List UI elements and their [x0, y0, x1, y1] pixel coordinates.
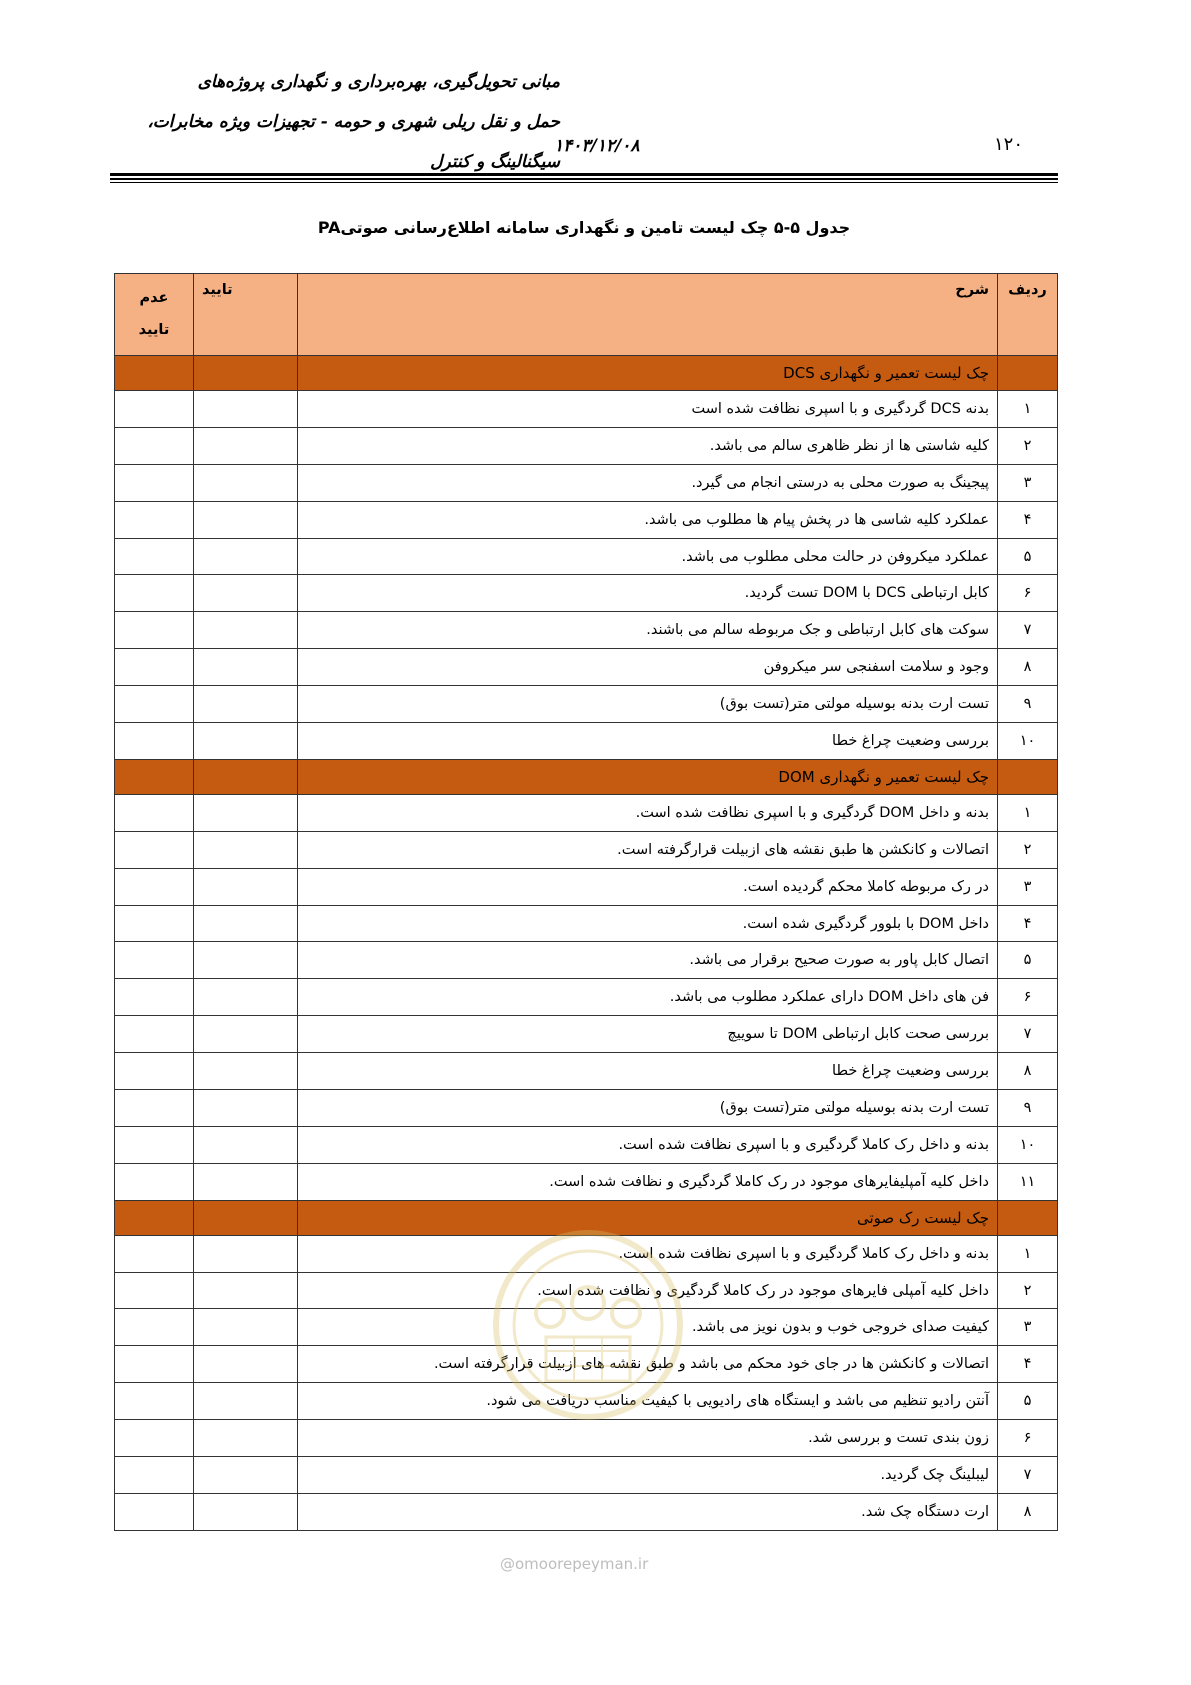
table-row: [115, 1016, 1058, 1053]
row-description: در رک مربوطه کاملا محکم گردیده است.: [298, 868, 998, 905]
row-description: بدنه و داخل رک کاملا گردگیری و با اسپری نظافت شده است.: [298, 1235, 998, 1272]
row-number: ۷: [998, 1016, 1058, 1053]
not-approve-cell[interactable]: [115, 575, 194, 612]
row-number: ۹: [998, 1090, 1058, 1127]
approve-cell[interactable]: [194, 942, 298, 979]
table-row: [115, 942, 1058, 979]
table-row: [115, 1053, 1058, 1090]
section-title: چک لیست تعمیر و نگهداری DOM: [298, 759, 998, 794]
approve-cell[interactable]: [194, 723, 298, 760]
not-approve-cell[interactable]: [115, 464, 194, 501]
not-approve-cell[interactable]: [115, 391, 194, 428]
row-number: ۱: [998, 1235, 1058, 1272]
not-approve-cell[interactable]: [115, 831, 194, 868]
table-row: [115, 391, 1058, 428]
row-description: کلیه شاستی ها از نظر ظاهری سالم می باشد.: [298, 427, 998, 464]
table-row: [115, 612, 1058, 649]
approve-cell[interactable]: [194, 831, 298, 868]
row-number: ۸: [998, 1493, 1058, 1530]
row-description: اتصالات و کانکشن ها طبق نقشه های ازبیلت قرارگرفته است.: [298, 831, 998, 868]
not-approve-cell[interactable]: [115, 686, 194, 723]
row-description: پیجینگ به صورت محلی به درستی انجام می گیرد.: [298, 464, 998, 501]
row-number: ۶: [998, 979, 1058, 1016]
row-description: کابل ارتباطی DCS با DOM تست گردید.: [298, 575, 998, 612]
row-description: عملکرد کلیه شاسی ها در پخش پیام ها مطلوب می باشد.: [298, 501, 998, 538]
row-description: اتصالات و کانکشن ها در جای خود محکم می باشد و طبق نقشه های ازبیلت قرارگرفته است.: [298, 1346, 998, 1383]
not-approve-cell[interactable]: [115, 501, 194, 538]
col-header-desc: شرح: [298, 274, 998, 356]
not-approve-cell[interactable]: [115, 723, 194, 760]
header-date: ۱۴۰۳/۱۲/۰۸: [554, 136, 640, 156]
row-description: سوکت های کابل ارتباطی و جک مربوطه سالم می باشند.: [298, 612, 998, 649]
row-description: آنتن رادیو تنظیم می باشد و ایستگاه های رادیویی با کیفیت مناسب دریافت می شود.: [298, 1383, 998, 1420]
approve-cell[interactable]: [194, 868, 298, 905]
approve-cell[interactable]: [194, 427, 298, 464]
col-header-not-approve-line1: عدم: [139, 290, 169, 306]
section-cell-nok: [115, 356, 194, 391]
approve-cell[interactable]: [194, 501, 298, 538]
approve-cell[interactable]: [194, 1126, 298, 1163]
row-description: بدنه DCS گردگیری و با اسپری نظافت شده است: [298, 391, 998, 428]
not-approve-cell[interactable]: [115, 649, 194, 686]
row-description: اتصال کابل پاور به صورت صحیح برقرار می باشد.: [298, 942, 998, 979]
row-number: ۷: [998, 1457, 1058, 1494]
approve-cell[interactable]: [194, 1016, 298, 1053]
row-number: ۳: [998, 464, 1058, 501]
page-number: ۱۲۰: [994, 134, 1024, 155]
approve-cell[interactable]: [194, 1053, 298, 1090]
section-cell-nok: [115, 759, 194, 794]
header-line-2: حمل و نقل ریلی شهری و حومه - تجهیزات ویژه مخابرات،: [147, 112, 560, 132]
row-number: ۶: [998, 575, 1058, 612]
row-description: ارت دستگاه چک شد.: [298, 1493, 998, 1530]
table-row: [115, 979, 1058, 1016]
approve-cell[interactable]: [194, 1090, 298, 1127]
table-row: [115, 427, 1058, 464]
not-approve-cell[interactable]: [115, 905, 194, 942]
section-title: چک لیست رک صوتی: [298, 1200, 998, 1235]
row-description: زون بندی تست و بررسی شد.: [298, 1420, 998, 1457]
approve-cell[interactable]: [194, 979, 298, 1016]
table-row: [115, 868, 1058, 905]
not-approve-cell[interactable]: [115, 612, 194, 649]
row-description: بررسی وضعیت چراغ خطا: [298, 723, 998, 760]
approve-cell[interactable]: [194, 1457, 298, 1494]
not-approve-cell[interactable]: [115, 1053, 194, 1090]
table-row: [115, 1126, 1058, 1163]
header-line-1: مبانی تحویل‌گیری، بهره‌برداری و نگهداری پروژه‌های: [197, 72, 560, 92]
table-row: [115, 686, 1058, 723]
not-approve-cell[interactable]: [115, 1163, 194, 1200]
section-cell-ok: [194, 759, 298, 794]
row-number: ۸: [998, 649, 1058, 686]
col-header-approve: تایید: [194, 274, 298, 356]
row-number: ۴: [998, 501, 1058, 538]
approve-cell[interactable]: [194, 1493, 298, 1530]
table-row: [115, 905, 1058, 942]
not-approve-cell[interactable]: [115, 1457, 194, 1494]
section-cell-num: [998, 759, 1058, 794]
approve-cell[interactable]: [194, 649, 298, 686]
table-title: جدول ۵-۵ چک لیست تامین و نگهداری سامانه اطلاع‌رسانی صوتیPA: [317, 218, 851, 237]
row-number: ۱۰: [998, 723, 1058, 760]
table-row: [115, 464, 1058, 501]
col-header-not-approve-line2: تایید: [138, 322, 170, 338]
approve-cell[interactable]: [194, 1346, 298, 1383]
approve-cell[interactable]: [194, 1420, 298, 1457]
not-approve-cell[interactable]: [115, 1272, 194, 1309]
approve-cell[interactable]: [194, 575, 298, 612]
row-description: بررسی وضعیت چراغ خطا: [298, 1053, 998, 1090]
section-cell-nok: [115, 1200, 194, 1235]
row-number: ۶: [998, 1420, 1058, 1457]
section-cell-num: [998, 356, 1058, 391]
not-approve-cell[interactable]: [115, 794, 194, 831]
table-row: [115, 501, 1058, 538]
row-description: وجود و سلامت اسفنجی سر میکروفن: [298, 649, 998, 686]
row-description: بررسی صحت کابل ارتباطی DOM تا سوییچ: [298, 1016, 998, 1053]
row-number: ۵: [998, 538, 1058, 575]
approve-cell[interactable]: [194, 1272, 298, 1309]
not-approve-cell[interactable]: [115, 979, 194, 1016]
section-cell-num: [998, 1200, 1058, 1235]
row-number: ۲: [998, 831, 1058, 868]
row-number: ۱۰: [998, 1126, 1058, 1163]
not-approve-cell[interactable]: [115, 538, 194, 575]
row-description: لیبلینگ چک گردید.: [298, 1457, 998, 1494]
section-header-row: [115, 356, 1058, 391]
watermark-seal-icon: [488, 1225, 688, 1425]
section-title: چک لیست تعمیر و نگهداری DCS: [298, 356, 998, 391]
approve-cell[interactable]: [194, 1309, 298, 1346]
not-approve-cell[interactable]: [115, 1493, 194, 1530]
approve-cell[interactable]: [194, 391, 298, 428]
row-number: ۹: [998, 686, 1058, 723]
table-row: [115, 1163, 1058, 1200]
table-header-row: [115, 274, 1058, 356]
not-approve-cell[interactable]: [115, 1016, 194, 1053]
approve-cell[interactable]: [194, 538, 298, 575]
table-row: [115, 649, 1058, 686]
col-header-num: ردیف: [998, 274, 1058, 356]
row-number: ۲: [998, 427, 1058, 464]
table-row: [115, 575, 1058, 612]
row-description: کیفیت صدای خروجی خوب و بدون نویز می باشد.: [298, 1309, 998, 1346]
approve-cell[interactable]: [194, 1383, 298, 1420]
document-header: [120, 62, 560, 182]
watermark-url: @omoorepeyman.ir: [500, 1555, 649, 1573]
approve-cell[interactable]: [194, 905, 298, 942]
row-number: ۴: [998, 905, 1058, 942]
row-number: ۸: [998, 1053, 1058, 1090]
row-number: ۳: [998, 868, 1058, 905]
not-approve-cell[interactable]: [115, 1420, 194, 1457]
not-approve-cell[interactable]: [115, 1235, 194, 1272]
table-row: [115, 538, 1058, 575]
not-approve-cell[interactable]: [115, 1383, 194, 1420]
col-header-not-approve: [115, 274, 194, 356]
row-description: داخل کلیه آمپلی فایرهای موجود در رک کاملا گردگیری و نظافت شده است.: [298, 1272, 998, 1309]
row-number: ۳: [998, 1309, 1058, 1346]
approve-cell[interactable]: [194, 612, 298, 649]
header-line-3: سیگنالینگ و کنترل: [430, 152, 560, 172]
row-description: فن های داخل DOM دارای عملکرد مطلوب می باشد.: [298, 979, 998, 1016]
not-approve-cell[interactable]: [115, 1309, 194, 1346]
row-description: بدنه و داخل رک کاملا گردگیری و با اسپری نظافت شده است.: [298, 1126, 998, 1163]
row-number: ۲: [998, 1272, 1058, 1309]
not-approve-cell[interactable]: [115, 427, 194, 464]
row-description: عملکرد میکروفن در حالت محلی مطلوب می باشد.: [298, 538, 998, 575]
table-row: [115, 794, 1058, 831]
approve-cell[interactable]: [194, 686, 298, 723]
table-row: [115, 1420, 1058, 1457]
row-number: ۱: [998, 391, 1058, 428]
table-row: [115, 723, 1058, 760]
section-cell-ok: [194, 1200, 298, 1235]
row-number: ۷: [998, 612, 1058, 649]
row-number: ۱: [998, 794, 1058, 831]
not-approve-cell[interactable]: [115, 1126, 194, 1163]
header-rule-thin: [110, 182, 1058, 183]
approve-cell[interactable]: [194, 794, 298, 831]
row-description: تست ارت بدنه بوسیله مولتی متر(تست بوق): [298, 686, 998, 723]
row-number: ۱۱: [998, 1163, 1058, 1200]
approve-cell[interactable]: [194, 464, 298, 501]
not-approve-cell[interactable]: [115, 942, 194, 979]
row-number: ۵: [998, 1383, 1058, 1420]
section-cell-ok: [194, 356, 298, 391]
row-description: داخل کلیه آمپلیفایرهای موجود در رک کاملا گردگیری و نظافت شده است.: [298, 1163, 998, 1200]
header-rule-mid: [110, 178, 1058, 180]
row-number: ۴: [998, 1346, 1058, 1383]
row-description: تست ارت بدنه بوسیله مولتی متر(تست بوق): [298, 1090, 998, 1127]
section-header-row: [115, 759, 1058, 794]
row-description: داخل DOM با بلوور گردگیری شده است.: [298, 905, 998, 942]
table-row: [115, 1090, 1058, 1127]
approve-cell[interactable]: [194, 1163, 298, 1200]
table-row: [115, 1457, 1058, 1494]
not-approve-cell[interactable]: [115, 1346, 194, 1383]
approve-cell[interactable]: [194, 1235, 298, 1272]
table-row: [115, 831, 1058, 868]
header-rule-thick: [110, 173, 1058, 176]
not-approve-cell[interactable]: [115, 868, 194, 905]
row-number: ۵: [998, 942, 1058, 979]
not-approve-cell[interactable]: [115, 1090, 194, 1127]
table-row: [115, 1493, 1058, 1530]
row-description: بدنه و داخل DOM گردگیری و با اسپری نظافت شده است.: [298, 794, 998, 831]
